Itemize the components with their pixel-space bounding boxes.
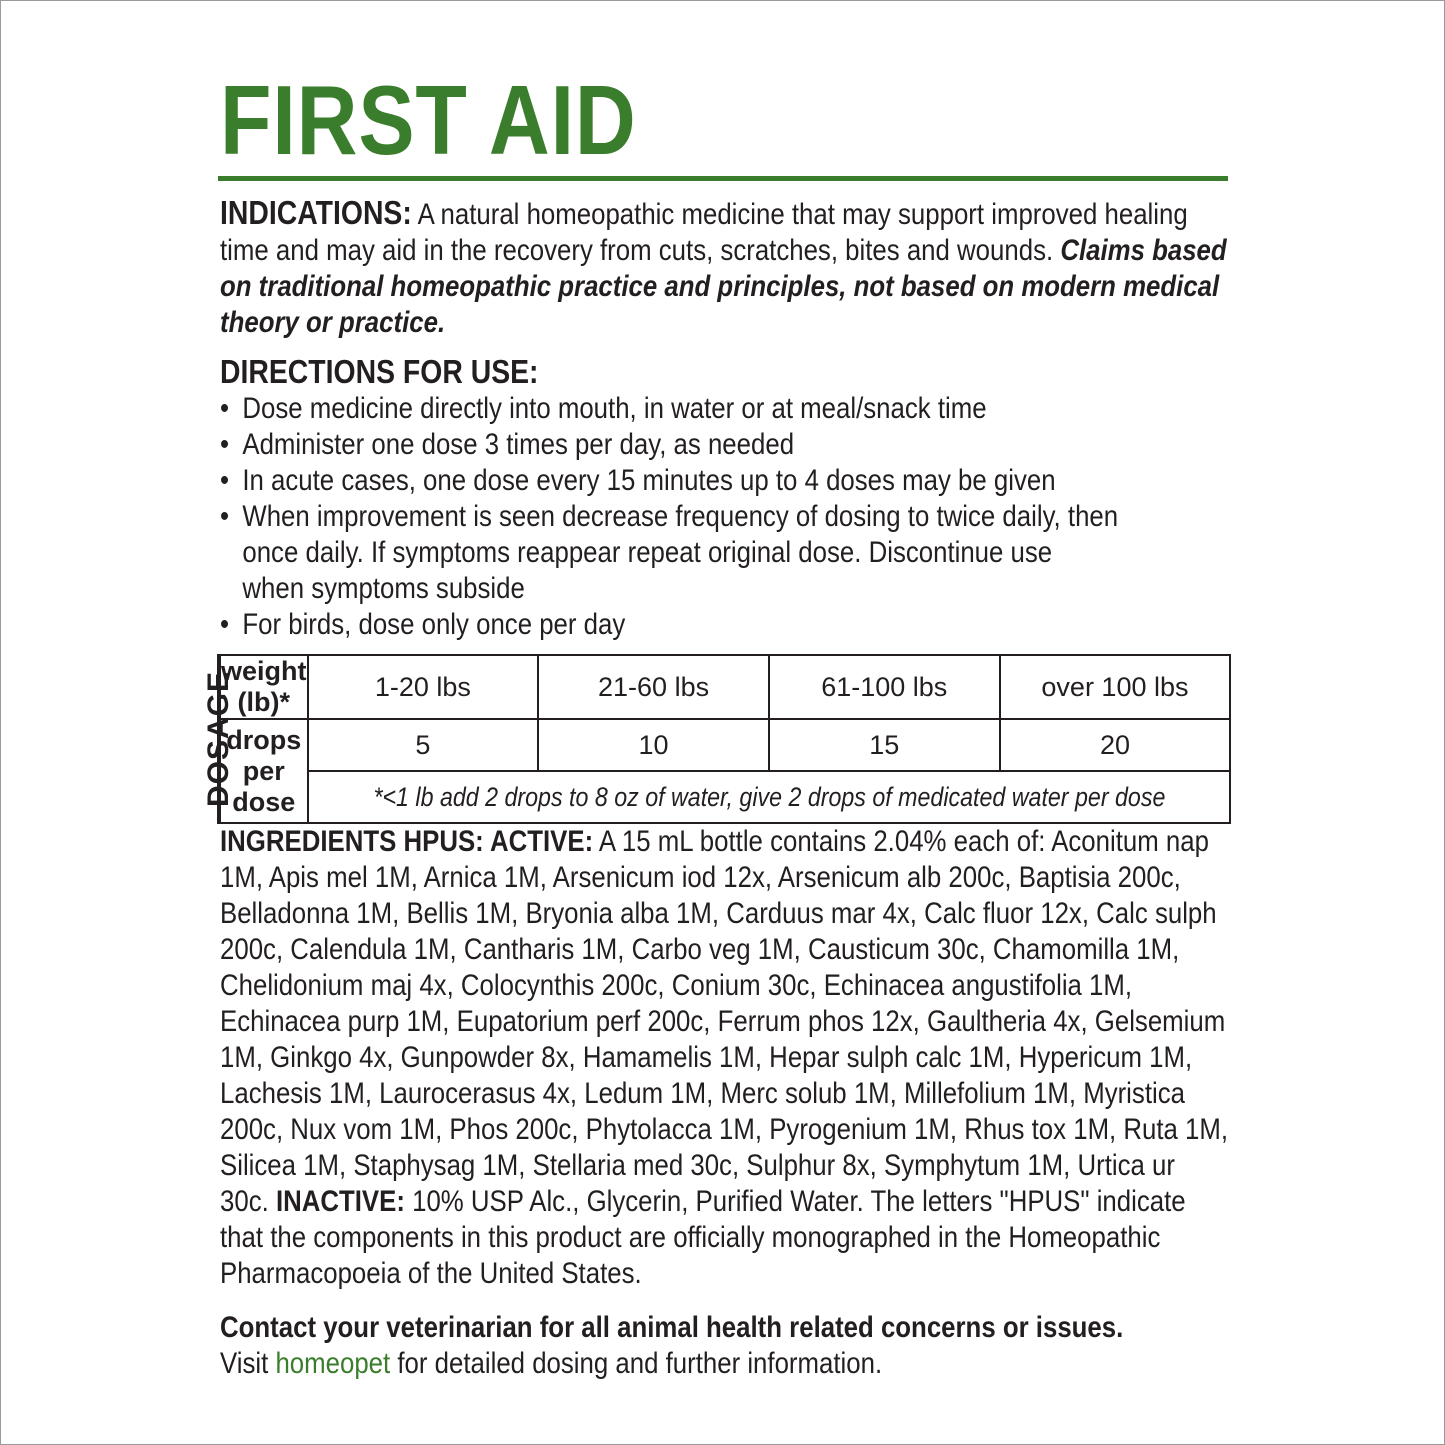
product-title: FIRST AID bbox=[220, 65, 637, 175]
directions-heading: DIRECTIONS FOR USE: bbox=[220, 353, 539, 390]
contact-vet-notice: Contact your veterinarian for all animal health related concerns or issues. bbox=[220, 1311, 1124, 1344]
directions-list bbox=[220, 391, 1231, 643]
label-text-block bbox=[220, 65, 1231, 175]
title-rule bbox=[218, 176, 1228, 181]
ingredients-active-label: INGREDIENTS HPUS: ACTIVE: bbox=[220, 825, 594, 858]
indications-paragraph bbox=[220, 195, 1231, 341]
directions-item: • Administer one dose 3 times per day, as needed bbox=[220, 427, 1231, 463]
weight-cell: 61-100 lbs bbox=[769, 655, 1000, 719]
dosage-table bbox=[202, 654, 1231, 824]
visit-prefix: Visit bbox=[220, 1347, 276, 1380]
lower-content bbox=[220, 824, 1230, 1382]
visit-suffix: for detailed dosing and further information. bbox=[390, 1347, 883, 1380]
directions-item: • For birds, dose only once per day bbox=[220, 607, 1231, 643]
indications-claim: Claims based on traditional homeopathic practice and principles, not based on modern medical theory or practice. bbox=[220, 234, 1227, 339]
ingredients-inactive-text: 10% USP Alc., Glycerin, Purified Water. The letters "HPUS" indicate that the components in this product are officially monographed in the Homeopathic Pharmacopoeia of the United States. bbox=[220, 1185, 1186, 1290]
ingredients-paragraph bbox=[220, 824, 1231, 1292]
weight-cell: 1-20 lbs bbox=[308, 655, 539, 719]
ingredients-inactive-label: INACTIVE: bbox=[275, 1185, 405, 1218]
dosage-footnote-text: *<1 lb add 2 drops to 8 oz of water, give 2 drops of medicated water per dose bbox=[372, 781, 1165, 812]
dosage-footnote bbox=[308, 771, 1231, 823]
indications-text: A natural homeopathic medicine that may support improved healing time and may aid in the recovery from cuts, scratches, bites and wounds. bbox=[220, 198, 1188, 267]
drops-cell: 20 bbox=[1000, 719, 1231, 771]
drops-cell: 15 bbox=[769, 719, 1000, 771]
indications-label: INDICATIONS: bbox=[220, 194, 412, 231]
homeopet-link[interactable]: homeopet bbox=[275, 1347, 391, 1380]
directions-item: • Dose medicine directly into mouth, in water or at meal/snack time bbox=[220, 391, 1231, 427]
visit-line bbox=[220, 1346, 1231, 1382]
dosage-tab-label: DOSAGE bbox=[202, 670, 235, 808]
dosage-tab bbox=[202, 655, 235, 823]
drops-row bbox=[218, 719, 1230, 771]
drops-label: drops per dose bbox=[220, 719, 308, 823]
label-content bbox=[220, 65, 1230, 643]
weight-label: weight (lb)* bbox=[221, 656, 307, 717]
drops-cell: 10 bbox=[538, 719, 769, 771]
directions-item: • When improvement is seen decrease frequency of dosing to twice daily, then once daily. If symptoms reappear repeat original dose. Discontinue use when symptoms subside bbox=[220, 499, 1120, 607]
weight-cell: 21-60 lbs bbox=[538, 655, 769, 719]
ingredients-active-text: A 15 mL bottle contains 2.04% each of: Aconitum nap 1M, Apis mel 1M, Arnica 1M, Arsenicum iod 12x, Arsenicum alb 200c, Baptisia 200c, Belladonna 1M, Bellis 1M, Bryonia alba 1M, Carduus mar 4x, Calc fluor 12x, Calc sulph 200c, Calendula 1M, Cantharis 1M, Carbo veg 1M, Causticum 30c, Chamomilla 1M, Chelidonium maj 4x, Colocynthis 200c, Conium 30c, Echinacea angustifolia 1M, Echinacea purp 1M, Eupatorium perf 200c, Ferrum phos 12x, Gaultheria 4x, Gelsemium 1M, Ginkgo 4x, Gunpowder 8x, Hamamelis 1M, Hepar sulph calc 1M, Hypericum 1M, Lachesis 1M, Laurocerasus 4x, Ledum 1M, Merc solub 1M, Millefolium 1M, Myristica 200c, Nux vom 1M, Phos 200c, Phytolacca 1M, Pyrogenium 1M, Rhus tox 1M, Ruta 1M, Silicea 1M, Staphysag 1M, Stellaria med 30c, Sulphur 8x, Symphytum 1M, Urtica ur 30c. bbox=[220, 825, 1229, 1218]
indications-block bbox=[220, 195, 1231, 643]
footnote-row bbox=[218, 771, 1230, 823]
drops-cell: 5 bbox=[308, 719, 539, 771]
lower-text-block bbox=[220, 824, 1231, 1382]
weight-row bbox=[218, 655, 1230, 719]
directions-item: • In acute cases, one dose every 15 minutes up to 4 doses may be given bbox=[220, 463, 1231, 499]
weight-cell: over 100 lbs bbox=[1000, 655, 1231, 719]
